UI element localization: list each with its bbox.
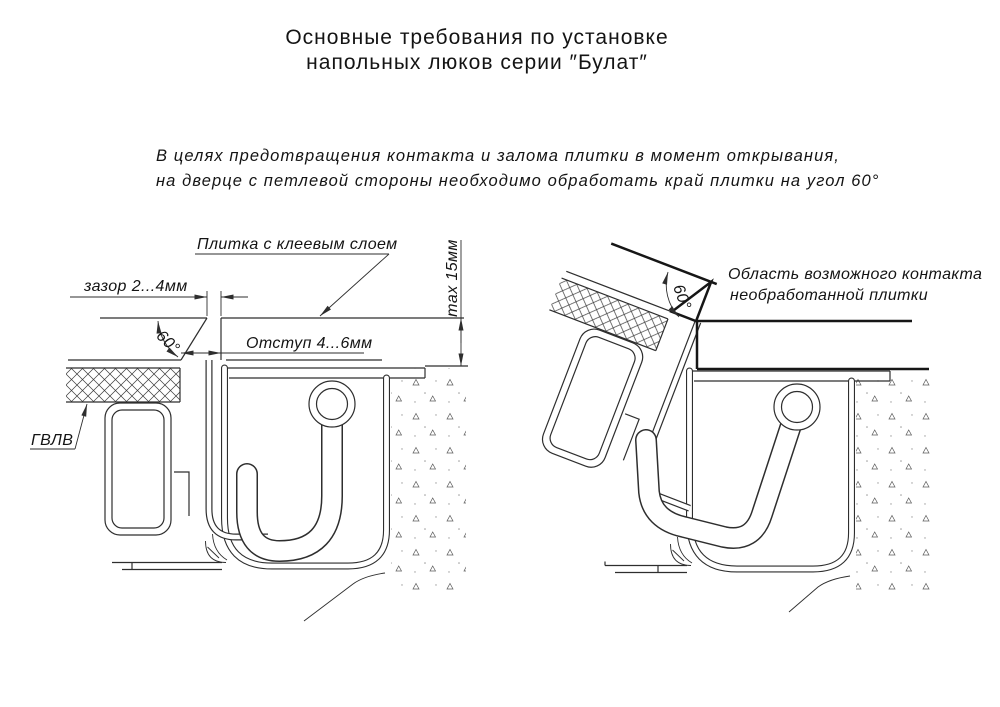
- break-line: [789, 576, 850, 612]
- bottom-flange-lines: [112, 563, 222, 570]
- door-tile-beveled: [68, 318, 207, 360]
- door-tube-profile: [538, 325, 647, 472]
- gap-label: зазор 2...4мм: [84, 278, 188, 295]
- tile-adhesive-label: Плитка с клеевым слоем: [197, 236, 398, 253]
- dim-offset: [181, 335, 373, 353]
- break-line: [304, 573, 385, 621]
- angle-label-left: 60°: [152, 327, 183, 358]
- gvl-underlay: [66, 368, 180, 402]
- dim-tile-adhesive: [195, 236, 398, 316]
- dim-gvl: [30, 404, 87, 449]
- hinge-arm: [646, 407, 797, 538]
- dim-gap: [70, 278, 248, 316]
- door-step-bracket: [174, 472, 189, 516]
- concrete-hatching: [856, 371, 931, 596]
- hinge-pivot: [309, 381, 355, 427]
- fixed-tile-bold: [697, 321, 929, 369]
- intro-line1: В целях предотвращения контакта и залома плитки в момент открывания,: [156, 147, 840, 165]
- title-block: [285, 26, 668, 74]
- page-title-line2: напольных люков серии ″Булат″: [306, 51, 648, 74]
- angle-label-right: 60°: [669, 282, 694, 313]
- page-title-line1: Основные требования по установке: [285, 26, 669, 49]
- contact-label-line1: Область возможного контакта: [728, 266, 983, 283]
- intro-line2: на дверце с петлевой стороны необходимо обработать край плитки на угол 60°: [156, 172, 880, 190]
- max-height-label: max 15мм: [444, 239, 461, 317]
- concrete-hatching: [391, 368, 466, 590]
- intro-note: [156, 147, 880, 190]
- dim-angle-right: [666, 272, 694, 317]
- bottom-flange-lines: [605, 562, 687, 573]
- contact-label-line2: необработанной плитки: [730, 287, 929, 304]
- contact-area-note: [728, 266, 982, 304]
- dim-max-height: [444, 239, 461, 366]
- right-drawing-open-hatch: [501, 231, 982, 612]
- offset-label: Отступ 4...6мм: [246, 335, 373, 352]
- hinge-arm: [247, 404, 332, 551]
- hinge-pivot: [774, 384, 820, 430]
- door-tube-profile: [105, 403, 171, 535]
- gvl-label: ГВЛВ: [31, 432, 74, 449]
- dim-angle-left: [153, 321, 183, 357]
- left-drawing-closed-hatch: [30, 236, 468, 621]
